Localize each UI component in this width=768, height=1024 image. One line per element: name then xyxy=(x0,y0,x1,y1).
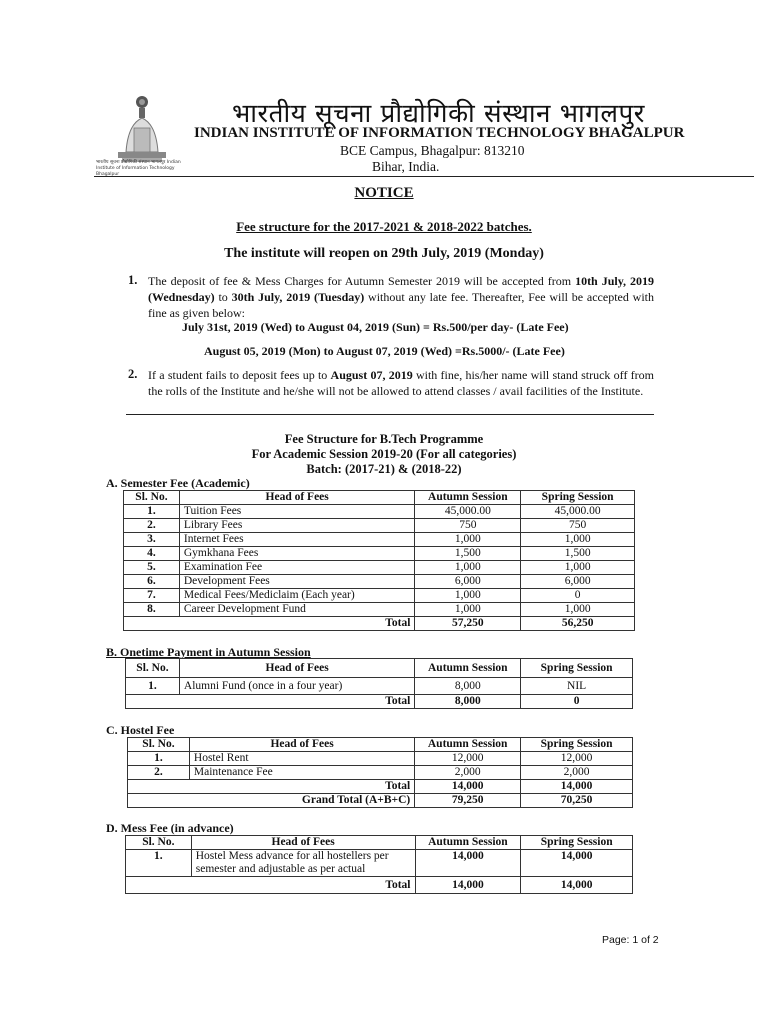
institute-logo xyxy=(108,94,174,164)
table-header-row xyxy=(126,659,633,678)
sl-cell: 8. xyxy=(124,603,180,617)
grand-total-label: Grand Total (A+B+C) xyxy=(128,794,415,808)
late-fee-line-1: July 31st, 2019 (Wed) to August 04, 2019 (Sun) = Rs.500/per day- (Late Fee) xyxy=(182,320,569,334)
section-a-title: A. Semester Fee (Academic) xyxy=(106,476,250,490)
head-cell: Medical Fees/Mediclaim (Each year) xyxy=(179,589,415,603)
sl-cell: 3. xyxy=(124,533,180,547)
table-row xyxy=(128,752,633,766)
col-spring: Spring Session xyxy=(521,836,633,850)
grand-total-autumn: 79,250 xyxy=(415,794,521,808)
spring-cell: 1,500 xyxy=(521,547,635,561)
total-label: Total xyxy=(126,877,416,894)
col-sl: Sl. No. xyxy=(124,491,180,505)
sl-cell: 4. xyxy=(124,547,180,561)
autumn-cell: 14,000 xyxy=(415,850,521,877)
col-spring: Spring Session xyxy=(521,659,633,678)
spring-cell: 1,000 xyxy=(521,603,635,617)
head-cell: Library Fees xyxy=(179,519,415,533)
total-autumn: 14,000 xyxy=(415,780,521,794)
head-cell: Development Fees xyxy=(179,575,415,589)
head-cell: Career Development Fund xyxy=(179,603,415,617)
sl-cell: 2. xyxy=(124,519,180,533)
head-cell: Examination Fee xyxy=(179,561,415,575)
head-cell: Internet Fees xyxy=(179,533,415,547)
table-row xyxy=(124,561,635,575)
table-row xyxy=(124,547,635,561)
reopen-announcement: The institute will reopen on 29th July, 2019 (Monday) xyxy=(224,246,544,261)
total-autumn: 57,250 xyxy=(415,617,521,631)
table-row xyxy=(124,603,635,617)
total-row xyxy=(126,695,633,709)
sl-cell: 1. xyxy=(126,678,180,695)
total-spring: 0 xyxy=(521,695,633,709)
autumn-cell: 12,000 xyxy=(415,752,521,766)
section-divider xyxy=(126,414,654,415)
spring-cell: 1,000 xyxy=(521,561,635,575)
autumn-cell: 1,000 xyxy=(415,603,521,617)
col-autumn: Autumn Session xyxy=(415,491,521,505)
total-row xyxy=(128,780,633,794)
col-head: Head of Fees xyxy=(179,659,414,678)
page-number: Page: 1 of 2 xyxy=(602,934,659,946)
autumn-cell: 45,000.00 xyxy=(415,505,521,519)
col-sl: Sl. No. xyxy=(128,738,190,752)
total-autumn: 14,000 xyxy=(415,877,521,894)
point-number: 1. xyxy=(128,273,138,287)
notice-subtitle: Fee structure for the 2017-2021 & 2018-2022 batches. xyxy=(236,219,532,234)
col-autumn: Autumn Session xyxy=(415,836,521,850)
table-row xyxy=(124,519,635,533)
head-cell: Hostel Rent xyxy=(189,752,414,766)
section-d-title: D. Mess Fee (in advance) xyxy=(106,821,234,835)
head-cell: Maintenance Fee xyxy=(189,766,414,780)
total-label: Total xyxy=(126,695,415,709)
table-row xyxy=(126,850,633,877)
state-address: Bihar, India. xyxy=(372,159,440,174)
institute-name: INDIAN INSTITUTE OF INFORMATION TECHNOLOGY BHAGALPUR xyxy=(194,125,685,141)
section-b-title: B. Onetime Payment in Autumn Session xyxy=(106,645,311,659)
table-row xyxy=(124,589,635,603)
table-row xyxy=(124,505,635,519)
table-row xyxy=(126,678,633,695)
point-number: 2. xyxy=(128,367,138,381)
fee-structure-batch: Batch: (2017-21) & (2018-22) xyxy=(306,462,462,476)
total-label: Total xyxy=(128,780,415,794)
autumn-cell: 1,000 xyxy=(415,533,521,547)
total-spring: 14,000 xyxy=(521,780,633,794)
sl-cell: 7. xyxy=(124,589,180,603)
spring-cell: 750 xyxy=(521,519,635,533)
table-header-row xyxy=(126,836,633,850)
head-cell: Alumni Fund (once in a four year) xyxy=(179,678,414,695)
fee-structure-session: For Academic Session 2019-20 (For all categories) xyxy=(251,447,517,461)
total-row xyxy=(126,877,633,894)
grand-total-row xyxy=(128,794,633,808)
sl-cell: 2. xyxy=(128,766,190,780)
total-spring: 14,000 xyxy=(521,877,633,894)
fee-structure-title: Fee Structure for B.Tech Programme xyxy=(284,432,484,446)
col-head: Head of Fees xyxy=(189,738,414,752)
col-sl: Sl. No. xyxy=(126,659,180,678)
spring-cell: 6,000 xyxy=(521,575,635,589)
notice-point-1: The deposit of fee & Mess Charges for Autumn Semester 2019 will be accepted from 10th July, 2019 (Wednesday) to 30th July, 2019 (Tuesday) without any late fee. Thereafter, Fee will be accepted with fine as given below: xyxy=(148,274,654,320)
col-head: Head of Fees xyxy=(179,491,415,505)
autumn-cell: 6,000 xyxy=(415,575,521,589)
logo-caption: भारतीय सूचना प्रौद्योगिकी संस्थान भागलपुर Indian Institute of Information Technology Bhagalpur xyxy=(96,160,181,177)
hostel-fee-table xyxy=(127,737,633,808)
late-fee-line-2: August 05, 2019 (Mon) to August 07, 2019 (Wed) =Rs.5000/- (Late Fee) xyxy=(204,344,565,358)
sl-cell: 1. xyxy=(126,850,192,877)
col-head: Head of Fees xyxy=(191,836,415,850)
sl-cell: 5. xyxy=(124,561,180,575)
spring-cell: 0 xyxy=(521,589,635,603)
grand-total-spring: 70,250 xyxy=(521,794,633,808)
total-spring: 56,250 xyxy=(521,617,635,631)
total-label: Total xyxy=(124,617,415,631)
table-row xyxy=(128,766,633,780)
table-header-row xyxy=(128,738,633,752)
institute-name-hindi: भारतीय सूचना प्रौद्योगिकी संस्थान भागलपुर xyxy=(232,99,645,129)
spring-cell: 2,000 xyxy=(521,766,633,780)
sl-cell: 6. xyxy=(124,575,180,589)
total-row xyxy=(124,617,635,631)
autumn-cell: 2,000 xyxy=(415,766,521,780)
sl-cell: 1. xyxy=(124,505,180,519)
head-cell: Gymkhana Fees xyxy=(179,547,415,561)
autumn-cell: 1,500 xyxy=(415,547,521,561)
sl-cell: 1. xyxy=(128,752,190,766)
head-cell: Hostel Mess advance for all hostellers per semester and adjustable as per actual xyxy=(191,850,415,877)
col-sl: Sl. No. xyxy=(126,836,192,850)
semester-fee-table xyxy=(123,490,635,631)
spring-cell: NIL xyxy=(521,678,633,695)
col-spring: Spring Session xyxy=(521,491,635,505)
table-row xyxy=(124,575,635,589)
autumn-cell: 750 xyxy=(415,519,521,533)
col-autumn: Autumn Session xyxy=(415,659,521,678)
col-autumn: Autumn Session xyxy=(415,738,521,752)
header-divider xyxy=(94,176,754,177)
table-row xyxy=(124,533,635,547)
section-c-title: C. Hostel Fee xyxy=(106,723,175,737)
total-autumn: 8,000 xyxy=(415,695,521,709)
table-header-row xyxy=(124,491,635,505)
spring-cell: 12,000 xyxy=(521,752,633,766)
spring-cell: 1,000 xyxy=(521,533,635,547)
col-spring: Spring Session xyxy=(521,738,633,752)
campus-address: BCE Campus, Bhagalpur: 813210 xyxy=(340,143,525,158)
autumn-cell: 1,000 xyxy=(415,561,521,575)
notice-point-2: If a student fails to deposit fees up to August 07, 2019 with fine, his/her name will stand struck off from the rolls of the Institute and he/she will not be allowed to attend classes / avail facilities of the Institute. xyxy=(148,368,655,398)
notice-title: NOTICE xyxy=(354,185,414,201)
autumn-cell: 8,000 xyxy=(415,678,521,695)
mess-fee-table xyxy=(125,835,633,894)
autumn-cell: 1,000 xyxy=(415,589,521,603)
onetime-payment-table xyxy=(125,658,633,709)
spring-cell: 45,000.00 xyxy=(521,505,635,519)
spring-cell: 14,000 xyxy=(521,850,633,877)
head-cell: Tuition Fees xyxy=(179,505,415,519)
